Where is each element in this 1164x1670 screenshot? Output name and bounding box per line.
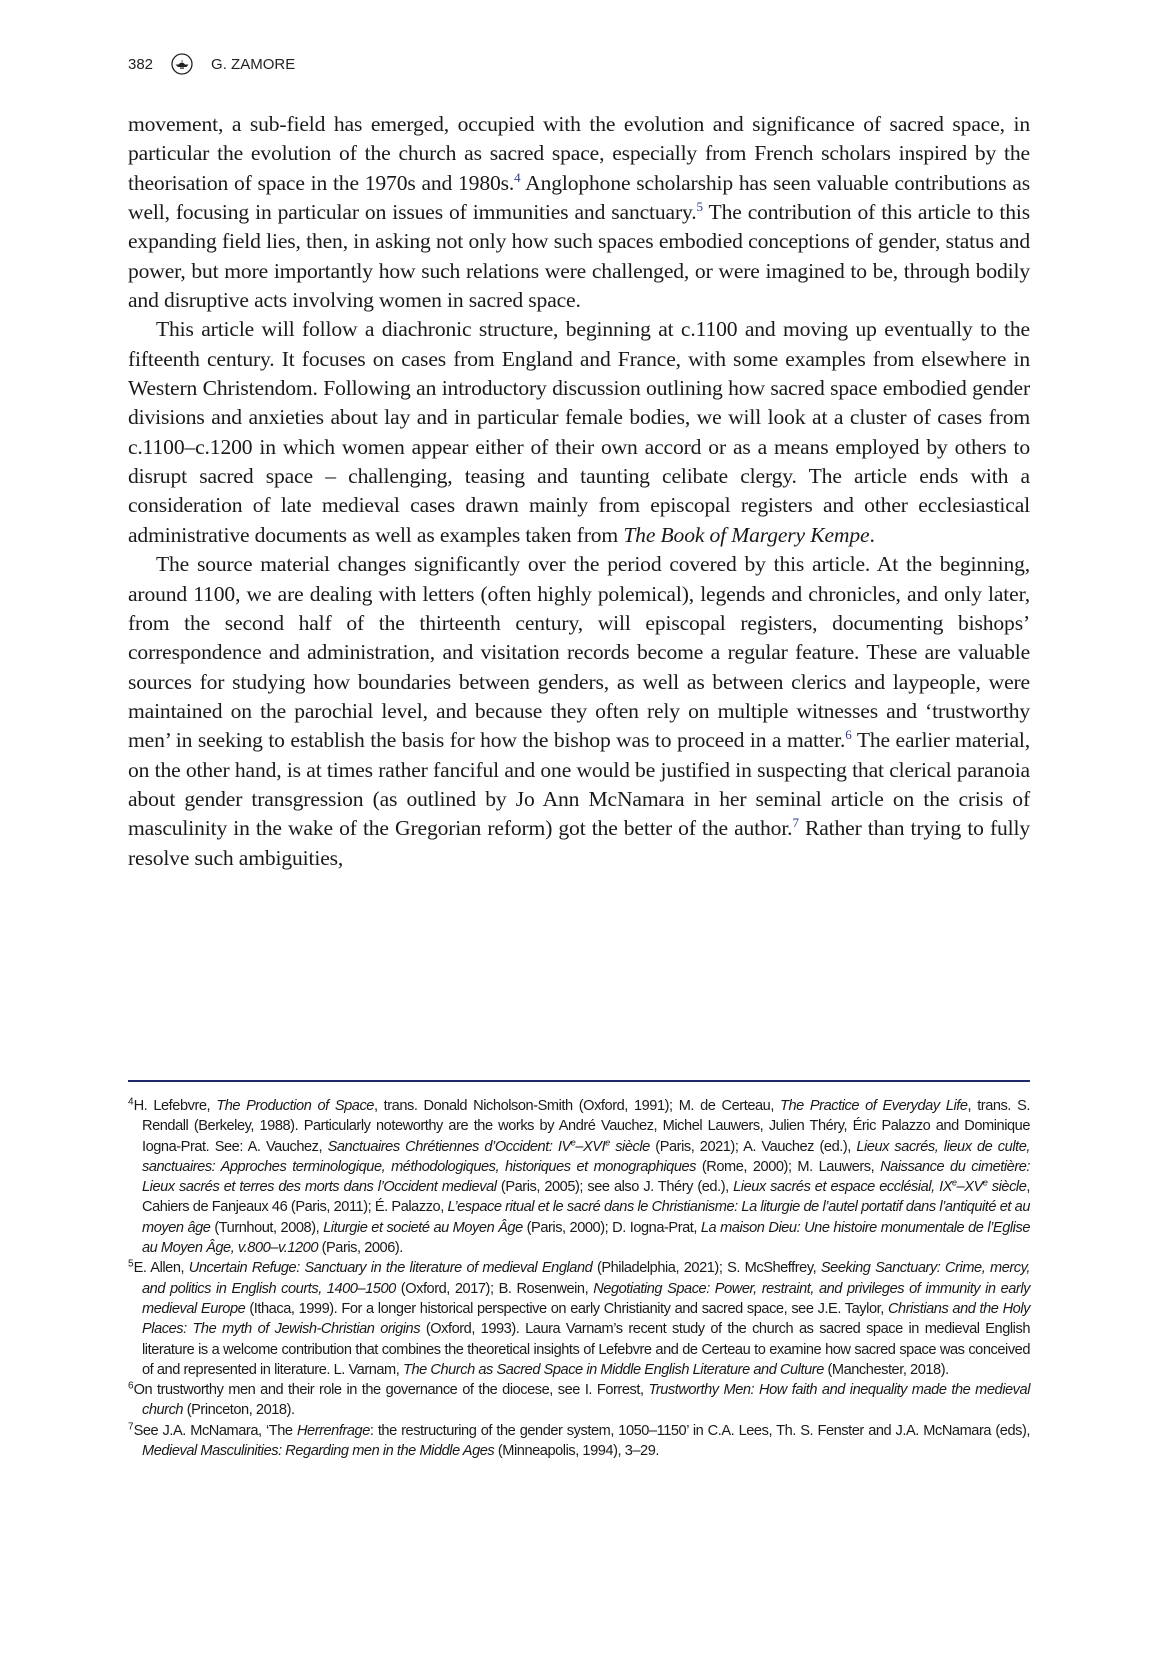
italic-title: The Book of Margery Kempe <box>623 522 870 547</box>
century-superscript: e <box>982 1177 988 1188</box>
italic-title: Negotiating Space: Power, restraint, and privileges of immunity in early medieval Europe <box>142 1280 1030 1317</box>
italic-title: La maison Dieu: Une histoire monumentale de l’Eglise au Moyen Âge, v.800–v.1200 <box>142 1219 1030 1257</box>
italic-title: Lieux sacrés, lieux de culte, sanctuaires: Approches terminologique, méthodologiques, historiques et monographiques <box>142 1138 1030 1175</box>
footnote-7: $^7$See J.A. McNamara, ‘The Herrenfrage: the restructuring of the gender system, 1050–1150’ in C.A. Lees, Th. S. Fenster and J.A. McNamara (eds), Medieval Masculinities: Regarding men in the Middle Ages (Minneapolis, 1994), 3–29. <box>128 1421 1030 1460</box>
italic-title: siècle <box>987 1179 1027 1196</box>
body-paragraph: movement, a sub-field has emerged, occupied with the evolution and significance of sacred space, in particular the evolution of the church as sacred space, especially from French scholars inspired by the theorisation of space in the 1970s and 1980s.$^4$ Anglophone scholarship has seen valuable contributions as well, focusing in particular on issues of immunities and sanctuary.$^5$ The contribution of this article to this expanding field lies, then, in asking not only how such spaces embodied conceptions of gender, status and power, but more importantly how such relations were challenged, or were imagined to be, through bodily and disruptive acts involving women in sacred space. <box>128 112 1030 313</box>
footnote-number: 4 <box>128 1096 134 1108</box>
footnote-number: 5 <box>128 1258 134 1270</box>
italic-title: The Production of Space <box>216 1098 374 1114</box>
italic-title: –XV <box>956 1179 983 1196</box>
century-superscript: e <box>570 1137 576 1148</box>
italic-title: Trustworthy Men: How faith and inequality made the medieval church <box>142 1382 1030 1419</box>
italic-title: Seeking Sanctuary: Crime, mercy, and politics in English courts, 1400–1500 <box>142 1260 1030 1297</box>
footnote-number: 7 <box>128 1421 134 1433</box>
body-paragraph: The source material changes significantly over the period covered by this article. At the beginning, around 1100, we are dealing with letters (often highly polemical), legends and chronicles, and only later, from the second half of the thirteenth century, will episcopal registers, documenting bishops’ correspondence and administration, and visitation records become a regular feature. These are valuable sources for studying how boundaries between genders, as well as between clerics and laypeople, were maintained on the parochial level, and because they often rely on multiple witnesses and ‘trustworthy men’ in seeking to establish the basis for how the bishop was to proceed in a matter.$^6$ The earlier material, on the other hand, is at times rather fanciful and one would be justified in suspecting that clerical paranoia about gender transgression (as outlined by Jo Ann McNamara in her seminal article on the crisis of masculinity in the wake of the Gregorian reform) got the better of the author.$^7$ Rather than trying to fully resolve such ambiguities, <box>128 552 1030 870</box>
body-text <box>128 110 1030 873</box>
footnote-4: $^4$H. Lefebvre, The Production of Space, trans. Donald Nicholson-Smith (Oxford, 1991); M. de Certeau, The Practice of Everyday Life, trans. S. Rendall (Berkeley, 1988). Particularly noteworthy are the works by André Vauchez, Michel Lauwers, Julien Théry, Éric Palazzo and Dominique Iogna-Prat. See: A. Vauchez, Sanctuaires Chrétiennes d’Occident: IVe–XVIe siècle (Paris, 2021); A. Vauchez (ed.), Lieux sacrés, lieux de culte, sanctuaires: Approches terminologique, méthodologiques, historiques et monographiques (Rome, 2000); M. Lauwers, Naissance du cimetière: Lieux sacrés et terres des morts dans l’Occident medieval (Paris, 2005); see also J. Théry (ed.), Lieux sacrés et espace ecclésial, IXe–XVe siècle, Cahiers de Fanjeaux 46 (Paris, 2011); É. Palazzo, L’espace ritual et le sacré dans le Christianisme: La liturgie de l’autel portatif dans l’antiquité et au moyen âge (Turnhout, 2008), Liturgie et societé au Moyen Âge (Paris, 2000); D. Iogna-Prat, La maison Dieu: Une histoire monumentale de l’Eglise au Moyen Âge, v.800–v.1200 (Paris, 2006). <box>128 1096 1030 1257</box>
footnote-reference-link[interactable]: 6 <box>845 727 852 743</box>
footnotes <box>128 1096 1030 1461</box>
oil-lamp-circle-icon <box>171 53 193 75</box>
footnote-6: $^6$On trustworthy men and their role in the governance of the diocese, see I. Forrest, Trustworthy Men: How faith and inequality made the medieval church (Princeton, 2018). <box>128 1380 1030 1419</box>
italic-title: Herrenfrage <box>296 1422 370 1439</box>
italic-title: Medieval Masculinities: Regarding men in the Middle Ages <box>142 1443 495 1460</box>
italic-title: Christians and the Holy Places: The myth of Jewish-Christian origins <box>142 1300 1030 1338</box>
century-superscript: e <box>952 1177 957 1188</box>
footnote-5: $^5$E. Allen, Uncertain Refuge: Sanctuary in the literature of medieval England (Philadelphia, 2021); S. McSheffrey, Seeking Sanctuary: Crime, mercy, and politics in English courts, 1400–1500 (Oxford, 2017); B. Rosenwein, Negotiating Space: Power, restraint, and privileges of immunity in early medieval Europe (Ithaca, 1999). For a longer historical perspective on early Christianity and sacred space, see J.E. Taylor, Christians and the Holy Places: The myth of Jewish-Christian origins (Oxford, 1993). Laura Varnam’s recent study of the church as sacred space in medieval English literature is a welcome contribution that combines the theoretical insights of Lefebvre and de Certeau to examine how sacred space was conceived of and represented in literature. L. Varnam, The Church as Sacred Space in Middle English Literature and Culture (Manchester, 2018). <box>128 1258 1030 1378</box>
page-number: 382 <box>128 55 154 73</box>
italic-title: The Church as Sacred Space in Middle English Literature and Culture <box>402 1361 824 1378</box>
footnote-divider <box>128 1080 1030 1082</box>
italic-title: L’espace ritual et le sacré dans le Christianisme: La liturgie de l’autel portatif dans l’antiquité et au moyen âge <box>142 1199 1030 1236</box>
footnote-reference-link[interactable]: 7 <box>792 815 799 831</box>
century-superscript: e <box>605 1137 610 1148</box>
italic-title: Uncertain Refuge: Sanctuary in the literature of medieval England <box>188 1260 593 1277</box>
italic-title: Naissance du cimetière: Lieux sacrés et terres des morts dans l’Occident medieval <box>142 1158 1030 1196</box>
author-name: G. ZAMORE <box>211 55 296 73</box>
footnote-number: 6 <box>128 1380 134 1392</box>
italic-title: The Practice of Everyday Life <box>780 1098 968 1114</box>
footnote-reference-link[interactable]: 4 <box>514 169 521 185</box>
footnote-reference-link[interactable]: 5 <box>696 199 703 215</box>
body-paragraph: This article will follow a diachronic structure, beginning at c.1100 and moving up eventually to the fifteenth century. It focuses on cases from England and France, with some examples from elsewhere in Western Christendom. Following an introductory discussion outlining how sacred space embodied gender divisions and anxieties about lay and in particular female bodies, we will look at a cluster of cases from c.1100–c.1200 in which women appear either of their own accord or as a means employed by others to disrupt sacred space – challenging, teasing and taunting celibate clergy. The article ends with a consideration of late medieval cases drawn mainly from episcopal registers and other ecclesiastical administrative documents as well as examples taken from The Book of Margery Kempe. <box>128 317 1030 547</box>
italic-title: Lieux sacrés et espace ecclésial, IX <box>733 1179 953 1196</box>
italic-title: –XVI <box>575 1138 606 1155</box>
italic-title: Sanctuaires Chrétiennes d’Occident: IV <box>327 1138 571 1155</box>
running-head <box>128 52 295 76</box>
italic-title: Liturgie et societé au Moyen Âge <box>323 1219 523 1236</box>
italic-title: siècle <box>609 1138 650 1155</box>
